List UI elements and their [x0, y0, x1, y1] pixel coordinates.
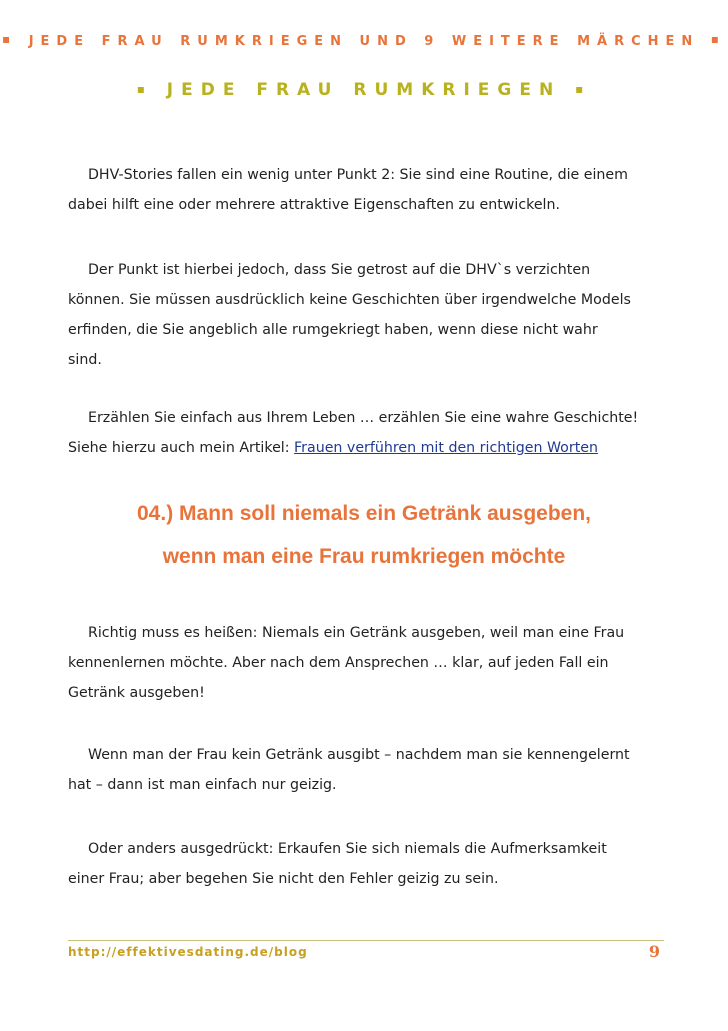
section-header [0, 80, 728, 100]
paragraph-line: Getränk ausgeben! [68, 685, 205, 701]
paragraph-line: hat – dann ist man einfach nur geizig. [68, 777, 337, 793]
heading-paren: ) [166, 502, 174, 525]
paragraph-line: Richtig muss es heißen: Niemals ein Getränk ausgeben, weil man eine Frau [88, 625, 625, 641]
running-header [0, 34, 728, 49]
heading-text: Mann soll niemals ein Getränk ausgeben, [173, 502, 591, 525]
paragraph-wenn [68, 740, 668, 800]
paragraph-oder [68, 834, 668, 894]
paragraph-line: Siehe hierzu auch mein Artikel: [68, 440, 295, 456]
section-heading-line2 [0, 545, 728, 569]
paragraph-line: einer Frau; aber begehen Sie nicht den Fehler geizig zu sein. [68, 871, 499, 887]
paragraph-dhv-stories [68, 160, 668, 220]
section-header-title: JEDE FRAU RUMKRIEGEN [166, 80, 562, 100]
bullet-icon: ▪ [136, 82, 153, 96]
article-link[interactable]: Frauen verführen mit den richtigen Worten [294, 440, 598, 456]
bullet-icon: ▪ [575, 82, 592, 96]
paragraph-line: Oder anders ausgedrückt: Erkaufen Sie sich niemals die Aufmerksamkeit [88, 841, 607, 857]
paragraph-line: sind. [68, 352, 102, 368]
page-number: 9 [648, 942, 660, 961]
paragraph-line: dabei hilft eine oder mehrere attraktive Eigenschaften zu entwickeln. [68, 197, 560, 213]
bullet-icon: ▪ [710, 32, 726, 46]
paragraph-line: kennenlernen möchte. Aber nach dem Ansprechen … klar, auf jeden Fall ein [68, 655, 609, 671]
paragraph-line: Der Punkt ist hierbei jedoch, dass Sie getrost auf die DHV`s verzichten [88, 262, 591, 278]
paragraph-line: Erzählen Sie einfach aus Ihrem Leben … erzählen Sie eine wahre Geschichte! [88, 410, 639, 426]
paragraph-erzaehlen [68, 403, 668, 463]
paragraph-line: können. Sie müssen ausdrücklich keine Geschichten über irgendwelche Models [68, 292, 631, 308]
paragraph-line: erfinden, die Sie angeblich alle rumgekriegt haben, wenn diese nicht wahr [68, 322, 598, 338]
paragraph-richtig [68, 618, 668, 708]
footer-divider [68, 940, 664, 941]
paragraph-line: Wenn man der Frau kein Getränk ausgibt – nachdem man sie kennengelernt [88, 747, 630, 763]
heading-number: 04. [137, 502, 167, 525]
heading-text: wenn man eine Frau rumkriegen möchte [162, 545, 566, 568]
footer-url: http://effektivesdating.de/blog [68, 945, 308, 959]
bullet-icon: ▪ [2, 32, 18, 46]
paragraph-punkt [68, 255, 668, 375]
paragraph-line: DHV-Stories fallen ein wenig unter Punkt 2: Sie sind eine Routine, die einem [88, 167, 628, 183]
running-header-title: JEDE FRAU RUMKRIEGEN UND 9 WEITERE MÄRCHEN [28, 34, 700, 49]
section-heading-line1 [0, 502, 728, 526]
